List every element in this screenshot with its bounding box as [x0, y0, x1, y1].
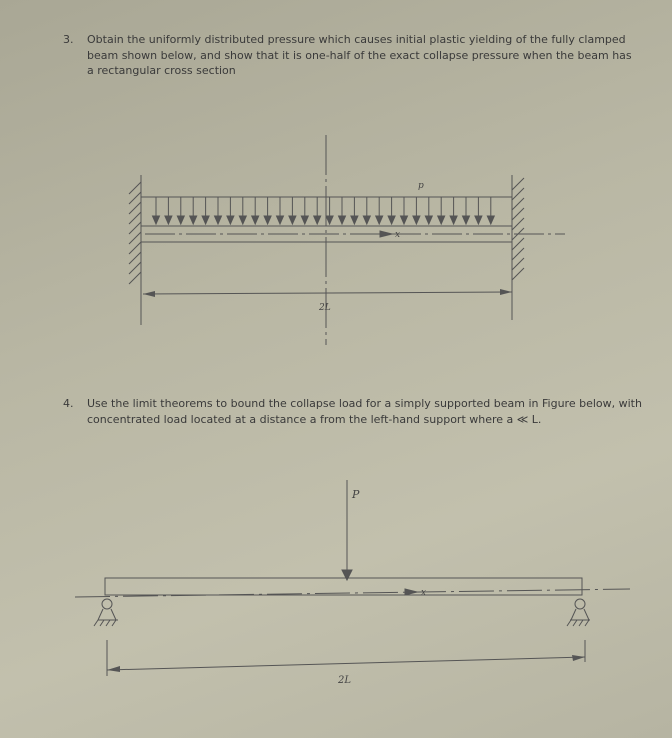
- right-wall: [512, 175, 524, 320]
- arrow-head-icon: [413, 216, 420, 224]
- arrow-head-icon: [463, 216, 470, 224]
- arrow-head-icon: [351, 216, 358, 224]
- arrow-head-icon: [252, 216, 259, 224]
- distributed-load-arrows: [153, 197, 495, 224]
- arrow-head-icon: [425, 216, 432, 224]
- question-number: 3.: [63, 33, 74, 46]
- arrow-head-icon: [314, 216, 321, 224]
- right-pin-support: [567, 599, 590, 626]
- arrow-head-icon: [363, 216, 370, 224]
- centerline: [75, 589, 630, 597]
- question-text: Obtain the uniformly distributed pressure which causes initial plastic yielding of the fully clamped beam shown below, and show that it is one-half of the exact collapse pressure when the beam has a rectangular cross section: [87, 33, 632, 77]
- question-text: Use the limit theorems to bound the collapse load for a simply supported beam in Figure below, with concentrated load located at a distance a from the left-hand support where a ≪ L.: [87, 397, 642, 426]
- arrow-head-icon: [215, 216, 222, 224]
- arrow-head-icon: [301, 216, 308, 224]
- load-label: p: [418, 181, 424, 191]
- arrow-head-icon: [438, 216, 445, 224]
- arrow-head-icon: [450, 216, 457, 224]
- load-label: P: [352, 488, 360, 501]
- axis-label: x: [395, 230, 401, 240]
- clamped-beam-figure: [129, 135, 565, 345]
- arrow-head-icon: [326, 216, 333, 224]
- arrow-head-icon: [165, 216, 172, 224]
- length-label: 2L: [338, 675, 352, 686]
- length-label: 2L: [319, 303, 331, 313]
- arrow-head-icon: [227, 216, 234, 224]
- x-axis-arrow-icon: [405, 589, 417, 595]
- dimension-line: [107, 657, 585, 670]
- arrow-head-icon: [264, 216, 271, 224]
- question-number: 4.: [63, 397, 74, 410]
- arrow-head-icon: [289, 216, 296, 224]
- left-wall: [129, 175, 141, 325]
- x-axis-arrow-icon: [380, 231, 392, 237]
- dimension-line: [143, 292, 512, 294]
- simply-supported-beam-figure: [75, 480, 630, 676]
- arrow-head-icon: [401, 216, 408, 224]
- arrow-head-icon: [202, 216, 209, 224]
- arrow-head-icon: [339, 216, 346, 224]
- arrow-head-icon: [487, 216, 494, 224]
- arrow-head-icon: [388, 216, 395, 224]
- arrow-head-icon: [239, 216, 246, 224]
- arrow-head-icon: [153, 216, 160, 224]
- left-pin-support: [94, 599, 118, 626]
- arrow-head-icon: [190, 216, 197, 224]
- beam: [105, 578, 582, 595]
- arrow-head-icon: [376, 216, 383, 224]
- arrow-head-icon: [475, 216, 482, 224]
- axis-label: x: [421, 588, 427, 598]
- arrow-head-icon: [177, 216, 184, 224]
- arrow-head-icon: [277, 216, 284, 224]
